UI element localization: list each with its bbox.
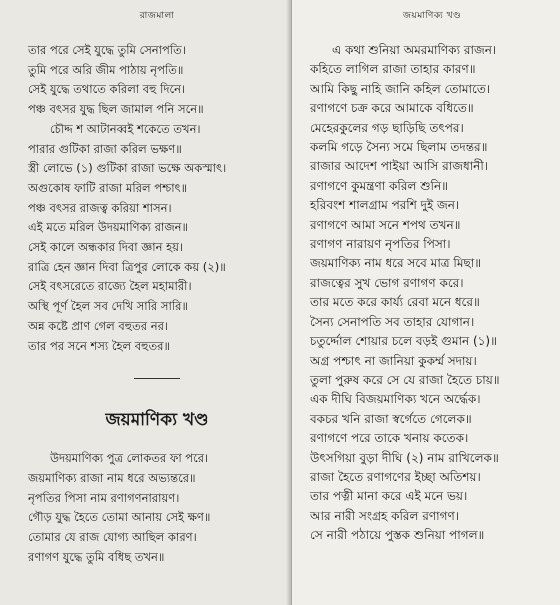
verse-line: রণাগণে চক্র করে আমাকে বধিতে॥ (310, 101, 474, 116)
verse-line: রণাগণে আমা সনে শপথ তখন॥ (310, 217, 461, 232)
verse-line: সেই বৎসরেতে রাজ্যে হৈল মহামারী। (28, 279, 192, 294)
verse-line: তার পত্নী মানা করে এই মনে ভয়। (310, 489, 468, 504)
verse-line: তুলা পুরুষ করে সে যে রাজা হৈতে চায়॥ (310, 372, 500, 387)
verse-line: অগ্র পশ্চাৎ না জানিয়া কুকর্ম্ম সদায়। (310, 353, 477, 368)
verse-line: হরিবংশ শালগ্রাম পরশি দুই জন। (310, 198, 460, 213)
verse-line: রণাগণ যুদ্ধে তুমি বধিছ তখন॥ (28, 549, 165, 564)
verse-line: জয়মাণিক্য রাজা নাম ধরে অভ্যন্তরে॥ (28, 470, 196, 485)
section-title: জয়মাণিক্য খণ্ড (105, 410, 209, 431)
verse-line: রণাগণে কুমন্ত্রণা করিল শুনি॥ (310, 178, 448, 193)
verse-line: নৃপতির পিসা নাম রণাগণনারায়ণ। (28, 490, 180, 505)
verse-line: এই মতে মরিল উদয়মাণিক্য রাজন॥ (28, 220, 188, 235)
verse-line: অগুকোষ ফাটি রাজা মরিল পশ্চাৎ॥ (28, 180, 188, 195)
verse-line: কহিতে লাগিল রাজা তাহার কারণ॥ (310, 62, 476, 77)
verse-line: উৎসগিয়া বুড়া দীঘি (২) নাম রাখিলেক॥ (310, 450, 499, 465)
verse-line: এ কথা শুনিয়া অমরমাণিক্য রাজন। (332, 43, 497, 57)
left-verse-block (28, 41, 286, 356)
verse-line: উদয়মাণিক্য পুত্র লোকতর ফা পরে। (50, 451, 209, 466)
verse-line: পঞ্চ বৎসর যুদ্ধ ছিল জামাল পনি সনে॥ (28, 102, 204, 117)
verse-line: অন্ন কষ্টে প্রাণ গেল বহুতর নর। (28, 318, 169, 333)
verse-line: জয়মাণিক্য নাম ধরে সবে মাত্র মিছা॥ (310, 256, 482, 271)
verse-line: পঞ্চ বৎসর রাজত্ব করিয়া শাসন। (28, 200, 172, 215)
section-verse-block (28, 449, 286, 567)
verse-line: তার মতে করে কার্য্য রেবা মনে ধরে॥ (310, 295, 480, 310)
verse-line: তোমার যে রাজ যোগ্য আছিল কারণ। (28, 530, 197, 545)
verse-line: তুমি পরে অরি জীম পাঠায় নৃপতি॥ (28, 62, 184, 77)
verse-line: কলমি গড়ে সৈন্য সমে ছিলাম তদন্তর॥ (310, 140, 488, 155)
verse-line: আমি কিছু নাহি জানি কহিল তোমাতে। (310, 81, 491, 96)
verse-line: আর নারী সংগ্রহ করিল রণাগণ। (310, 508, 460, 523)
verse-line: স্ত্রী লোভে (১) গুটিকা রাজা ভক্ষে অকস্মাৎ। (28, 161, 227, 176)
section-divider (134, 378, 180, 379)
verse-line: পারার গুটিকা রাজা করিল ভক্ষণ॥ (28, 141, 182, 156)
verse-line: রাত্রি হেন জ্ঞান দিবা ত্রিপুর লোকে কয় (২)॥ (28, 259, 226, 274)
verse-line: মেহেরকুলের গড় ছাড়িছি তৎপর। (310, 120, 464, 135)
right-page (292, 0, 560, 605)
verse-line: সেই কালে অন্ধকার দিবা জ্ঞান হয়। (28, 240, 184, 255)
left-running-header: রাজমালা (139, 11, 175, 21)
verse-line: এক দীঘি বিজয়মাণিক্য খনে অর্দ্ধেক। (310, 392, 481, 407)
verse-line: চৌদ্দ শ আটানব্বই শকেতে তখন। (50, 121, 201, 136)
right-verse-block (310, 41, 554, 546)
verse-line: রণাগণ নারায়ণ নৃপতির পিসা। (310, 237, 451, 252)
verse-line: চতুর্দ্দোল শোয়ার চলে বড়ই গুমান (১)॥ (310, 334, 497, 349)
verse-line: রাজার আদেশ পাইয়া আসি রাজধানী। (310, 159, 489, 174)
verse-line: রাজা হৈতে রণাগণের ইচ্ছা অতিশয়। (310, 469, 481, 484)
verse-line: তার পরে সেই যুদ্ধে তুমি সেনাপতি। (28, 43, 186, 57)
verse-line: বকচর খনি রাজা স্বর্গেতে গেলেক॥ (310, 411, 472, 426)
right-running-header: জয়মাণিক্য খণ্ড (402, 11, 462, 21)
verse-line: রাজত্বের সুখ ভোগ রণাগণ করে। (310, 275, 464, 290)
verse-line: অস্থি পূর্ণ হৈল সব দেখি সারি সারি॥ (28, 299, 188, 314)
verse-line: তার পর সনে শস্য হৈল বহুতর॥ (28, 338, 170, 353)
verse-line: গৌড় যুদ্ধ হৈতে তোমা আনায় সেই ক্ষণ॥ (28, 510, 211, 525)
verse-line: সে নারী পঠায়ে পুস্তক শুনিয়া পাগল॥ (310, 528, 485, 543)
verse-line: রণাগণে পরে তাকে খনায় কতেক। (310, 431, 469, 446)
verse-line: সেই যুদ্ধে তথাতে করিলা বহু দিনে। (28, 82, 186, 97)
verse-line: সৈন্য সেনাপতি সব তাহার যোগান। (310, 314, 475, 329)
